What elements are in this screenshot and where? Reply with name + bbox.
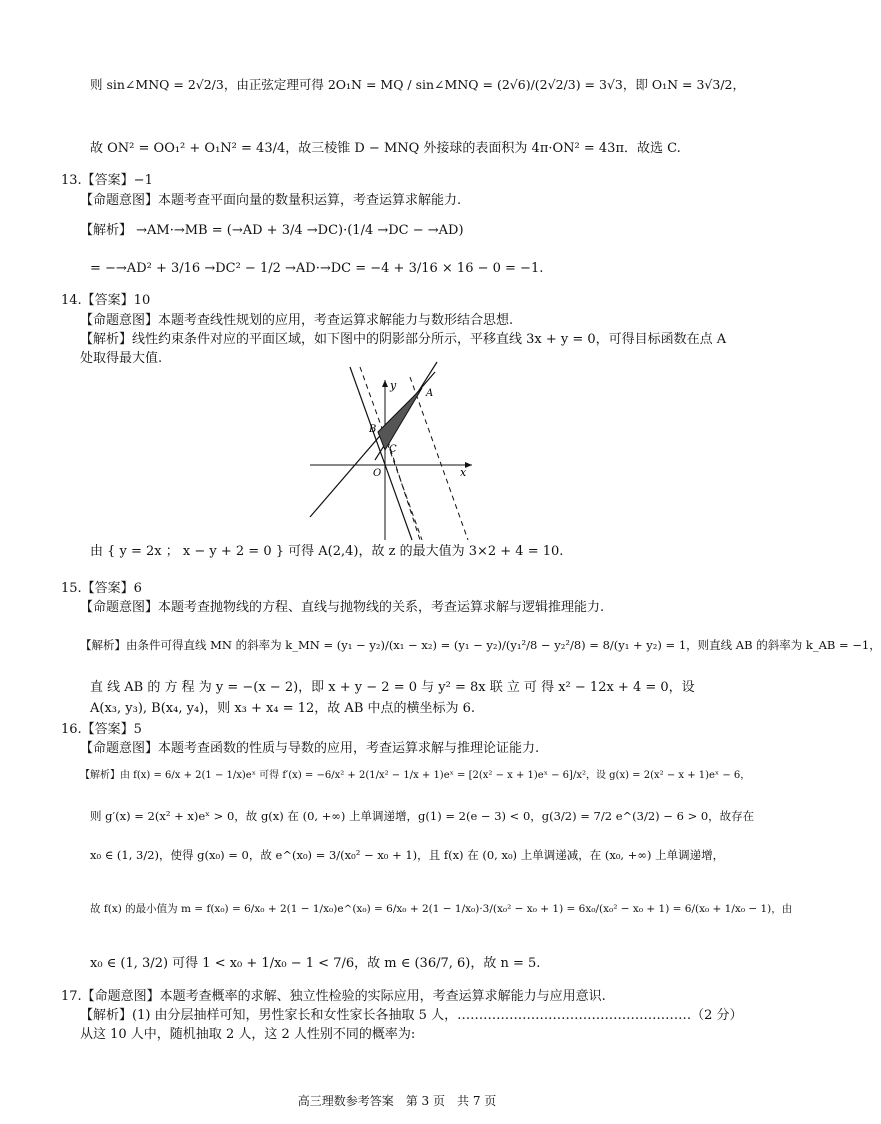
text-line: 则 sin∠MNQ = 2√2/3，由正弦定理可得 2O₁N = MQ / sin∠MNQ = (2√6)/(2√2/3) = 3√3，即 O₁N = 3√3/2， bbox=[90, 77, 745, 92]
text-line: 故 f(x) 的最小值为 m = f(x₀) = 6/x₀ + 2(1 − 1/x₀)e^(x₀) = 6/x₀ + 2(1 − 1/x₀)·3/(x₀² − x₀ + 1) = 6x₀/(x₀² − x₀ + 1) = 6/(x₀ + 1/x₀ − 1)，由 bbox=[90, 903, 793, 915]
text-line: = −→AD² + 3/16 →DC² − 1/2 →AD·→DC = −4 + 3/16 × 16 − 0 = −1. bbox=[90, 261, 544, 276]
answer-16: 16.【答案】5 bbox=[61, 722, 142, 737]
analysis-16: 【解析】由 f(x) = 6/x + 2(1 − 1/x)eˣ 可得 f′(x) = −6/x² + 2(1/x² − 1/x + 1)eˣ = [2(x² − x + 1)eˣ − 6]/x²，设 g(x) = 2(x² − x + 1)eˣ − 6， bbox=[80, 770, 751, 781]
page-footer: 高三理数参考答案 第 3 页 共 7 页 bbox=[297, 1094, 497, 1108]
intent-13: 【命题意图】本题考查平面向量的数量积运算，考查运算求解能力. bbox=[80, 193, 462, 208]
y-axis-arrow bbox=[382, 380, 388, 387]
intent-15: 【命题意图】本题考查抛物线的方程、直线与抛物线的关系，考查运算求解与逻辑推理能力. bbox=[80, 600, 605, 615]
section-17-intent: 17.【命题意图】本题考查概率的求解、独立性检验的实际应用，考查运算求解能力与应用意识. bbox=[61, 989, 606, 1004]
text-line: 直 线 AB 的 方 程 为 y = −(x − 2)，即 x + y − 2 = 0 与 y² = 8x 联 立 可 得 x² − 12x + 4 = 0，设 bbox=[90, 680, 695, 695]
text-line: x₀ ∈ (1, 3/2)，使得 g(x₀) = 0，故 e^(x₀) = 3/(x₀² − x₀ + 1)，且 f(x) 在 (0, x₀) 上单调递减，在 (x₀, +∞) 上单调递增， bbox=[90, 848, 725, 862]
analysis-15: 【解析】由条件可得直线 MN 的斜率为 k_MN = (y₁ − y₂)/(x₁ − x₂) = (y₁ − y₂)/(y₁²/8 − y₂²/8) = 8/(y₁ + y₂) = 1，则直线 AB 的斜率为 k_AB = −1， bbox=[80, 638, 881, 652]
answer-14: 14.【答案】10 bbox=[61, 293, 151, 308]
text-line: A(x₃, y₃), B(x₄, y₄)，则 x₃ + x₄ = 12，故 AB 中点的横坐标为 6. bbox=[90, 701, 476, 716]
x-label: x bbox=[460, 466, 467, 479]
objective-line bbox=[410, 377, 468, 540]
text-line: 从这 10 人中，随机抽取 2 人，这 2 人性别不同的概率为: bbox=[80, 1027, 416, 1042]
point-c-label: C bbox=[389, 444, 397, 455]
text-line: 处取得最大值. bbox=[80, 351, 163, 366]
text-line: 则 g′(x) = 2(x² + x)eˣ > 0，故 g(x) 在 (0, +∞) 上单调递增，g(1) = 2(e − 3) < 0，g(3/2) = 7/2 e^(3/2) − 6 > 0，故存在 bbox=[90, 809, 755, 823]
answer-13: 13.【答案】−1 bbox=[61, 173, 153, 188]
text-line: x₀ ∈ (1, 3/2) 可得 1 < x₀ + 1/x₀ − 1 < 7/6，故 m ∈ (36/7, 6)，故 n = 5. bbox=[90, 956, 541, 971]
analysis-13: 【解析】 →AM·→MB = (→AD + 3/4 →DC)·(1/4 →DC − →AD) bbox=[80, 223, 464, 238]
answer-15: 15.【答案】6 bbox=[61, 581, 142, 596]
origin-label: O bbox=[373, 468, 382, 479]
point-b-label: B bbox=[369, 424, 377, 435]
intent-16: 【命题意图】本题考查函数的性质与导数的应用，考查运算求解与推理论证能力. bbox=[80, 741, 540, 756]
text-line: 由 { y = 2x ； x − y + 2 = 0 } 可得 A(2,4)，故 z 的最大值为 3×2 + 4 = 10. bbox=[90, 544, 564, 559]
analysis-14: 【解析】线性约束条件对应的平面区域，如下图中的阴影部分所示，平移直线 3x + y = 0，可得目标函数在点 A bbox=[80, 332, 727, 347]
y-label: y bbox=[390, 379, 397, 392]
text-line: 故 ON² = OO₁² + O₁N² = 43/4，故三棱锥 D − MNQ 外接球的表面积为 4π·ON² = 43π．故选 C. bbox=[90, 141, 681, 156]
point-a-label: A bbox=[426, 388, 434, 399]
analysis-17: 【解析】(1) 由分层抽样可知，男性家长和女性家长各抽取 5 人，………………………………………………（2 分） bbox=[80, 1008, 743, 1023]
feasible-region-graph bbox=[290, 362, 480, 542]
boundary-line bbox=[350, 367, 412, 540]
intent-14: 【命题意图】本题考查线性规划的应用，考查运算求解能力与数形结合思想. bbox=[80, 313, 514, 328]
